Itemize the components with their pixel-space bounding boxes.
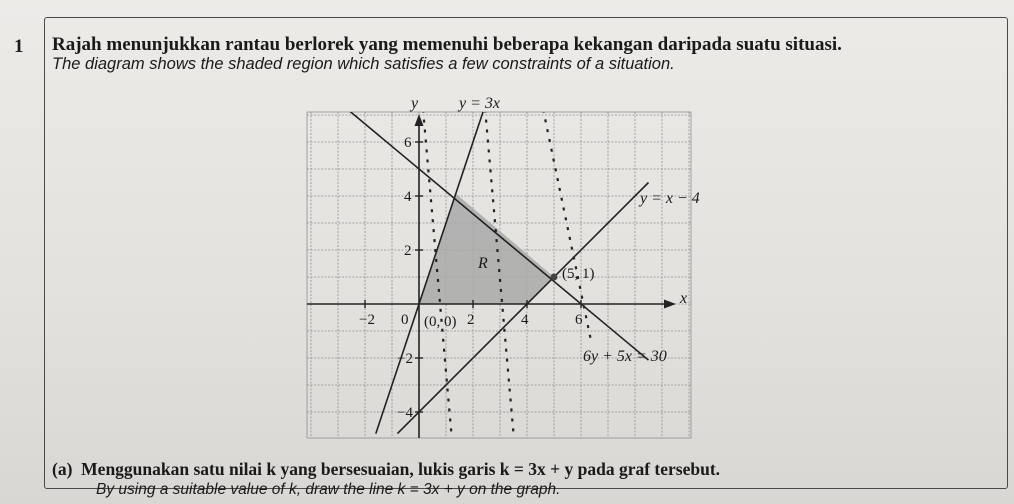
label-y-equals-3x: y = 3x [459,95,500,112]
y-tick-label: 6 [404,135,412,151]
x-axis-arrow [664,300,676,309]
label-6y-plus-5x-equals-30: 6y + 5x = 30 [583,348,667,365]
intersection-point-label: (5, 1) [562,266,595,282]
shaded-region [419,194,554,304]
part-a-instruction-english: By using a suitable value of k, draw the line k = 3x + y on the graph. [96,481,561,498]
y-tick-label: 4 [404,189,412,205]
part-a-instruction-malay: Menggunakan satu nilai k yang bersesuaian, lukis garis k = 3x + y pada graf tersebut. [81,459,721,479]
question-text-english: The diagram shows the shaded region which satisfies a few constraints of a situation. [52,55,675,73]
x-tick-label: 2 [467,312,475,328]
x-tick-label: −2 [359,312,375,328]
x-tick-label: 6 [575,312,583,328]
label-y-equals-x-minus-4: y = x − 4 [640,190,700,207]
question-number: 1 [14,36,24,57]
y-tick-label: −2 [397,351,413,367]
question-text-malay: Rajah menunjukkan rantau berlorek yang memenuhi beberapa kekangan daripada suatu situasi. [52,34,842,55]
line-y-equals-x-minus-4 [397,183,648,434]
part-a-label: (a) [52,459,73,479]
dashed-line-3 [543,110,592,345]
x-tick-label: 0 [401,312,409,328]
x-tick-label: 4 [521,312,529,328]
y-tick-label: 2 [404,243,412,259]
x-axis-label: x [680,290,688,307]
origin-point-label: (0, 0) [424,314,457,330]
intersection-point [551,274,558,281]
region-label: R [478,255,488,272]
y-axis-label: y [411,95,419,112]
part-a-text-malay [52,459,720,480]
y-axis-arrow [415,114,424,126]
y-tick-label: −4 [397,405,413,421]
